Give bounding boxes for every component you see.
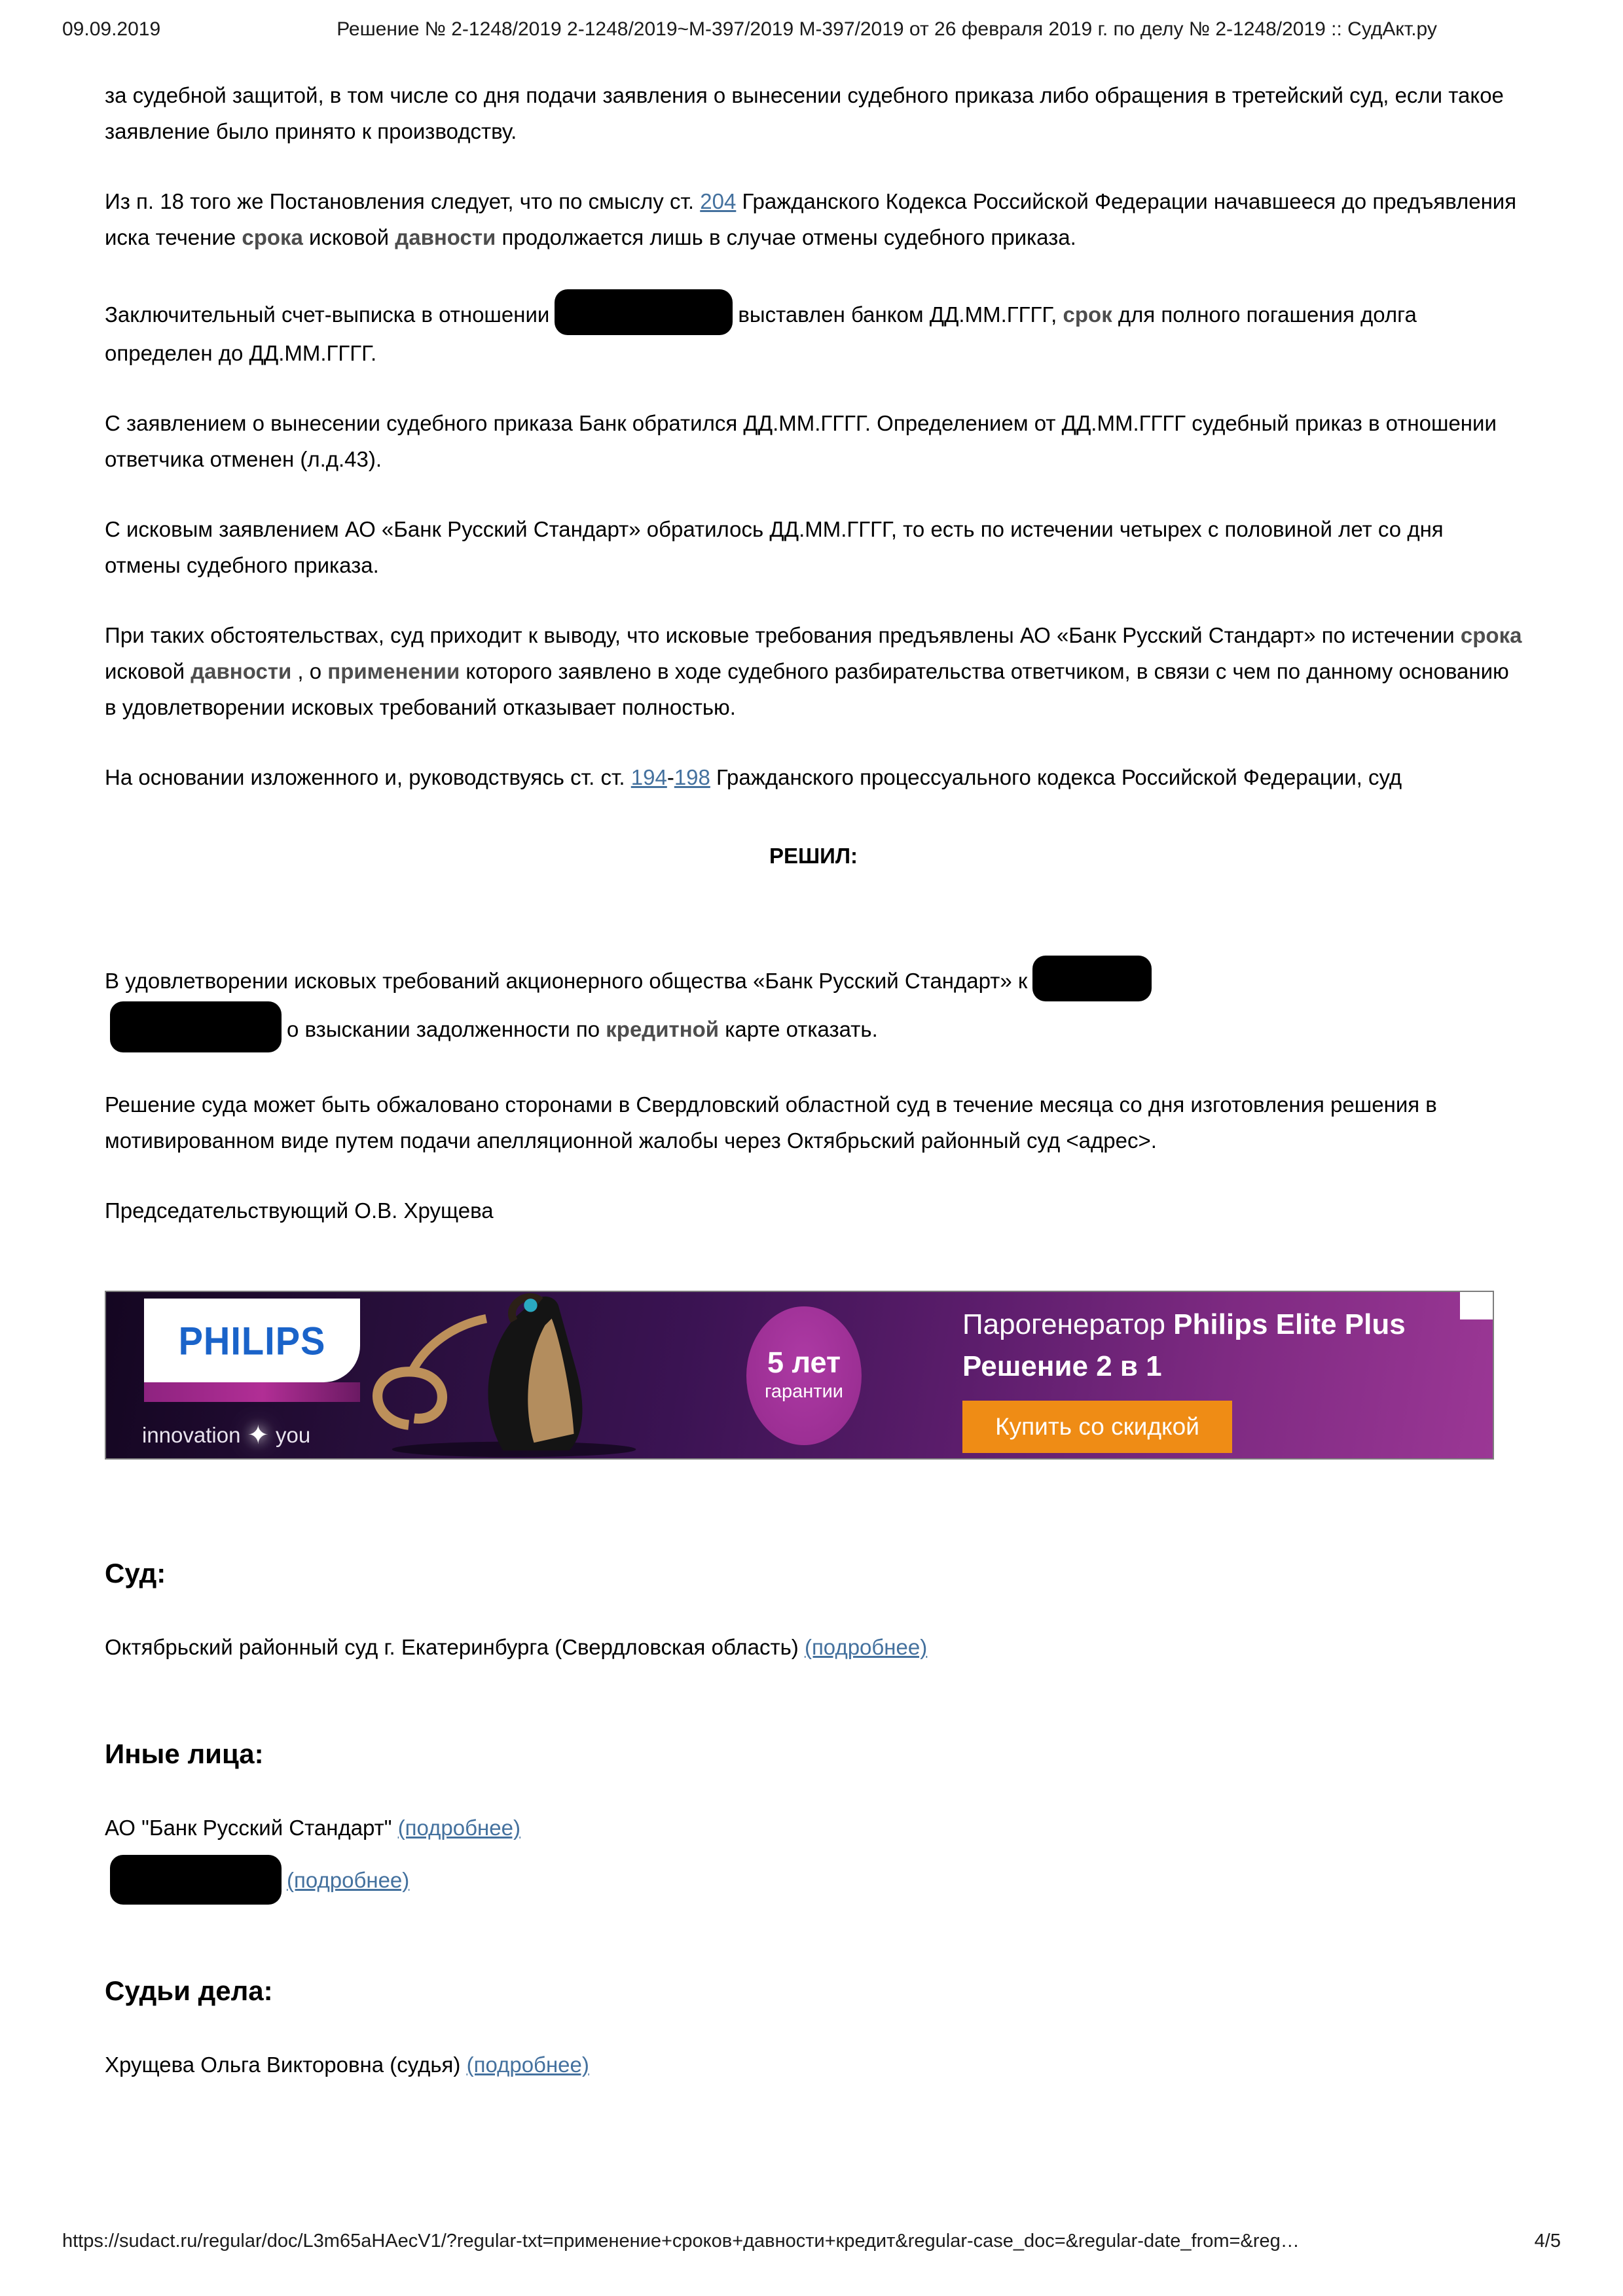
warranty-badge: [746, 1306, 862, 1445]
redacted-text: [555, 289, 733, 335]
ad-text-block: [962, 1306, 1406, 1453]
paragraph: [105, 289, 1522, 371]
text-segment: за судебной защитой, в том числе со дня подачи заявления о вынесении судебного приказа либо обращения в третейский суд, если такое заявление было принято к производству.: [105, 83, 1504, 143]
text-segment: выставлен банком ДД.ММ.ГГГГ,: [738, 302, 1063, 327]
document-title: Решение № 2-1248/2019 2-1248/2019~М-397/2019 М-397/2019 от 26 февраля 2019 г. по делу № 2-1248/2019 :: СудАкт.ру: [337, 18, 1437, 40]
warranty-label: гарантии: [764, 1381, 844, 1402]
paragraph: [105, 759, 1522, 795]
highlighted-term: кредитной: [606, 1017, 720, 1041]
article-link[interactable]: (подробнее): [804, 1635, 928, 1659]
text-segment: С исковым заявлением АО «Банк Русский Стандарт» обратилось ДД.ММ.ГГГГ, то есть по истечении четырех с половиной лет со дня отмены судебного приказа.: [105, 517, 1444, 577]
text-segment: Октябрьский районный суд г. Екатеринбурга (Свердловская область): [105, 1635, 805, 1659]
document-content: [105, 77, 1522, 2092]
redacted-text: [110, 1001, 282, 1052]
text-segment: Из п. 18 того же Постановления следует, что по смыслу ст.: [105, 189, 701, 213]
paragraph: [105, 1193, 1522, 1229]
section-line: [105, 1855, 1522, 1905]
print-header: [62, 18, 1561, 41]
text-segment: , о: [291, 659, 328, 683]
ad-headline-regular: Парогенератор: [962, 1308, 1174, 1340]
highlighted-term: срока: [242, 225, 303, 249]
text-segment: которого заявлено в ходе судебного разбирательства ответчиком, в связи с чем по данному основанию в удовлетворении исковых требований отказывает полностью.: [105, 659, 1509, 719]
philips-logo-strip: [144, 1382, 360, 1402]
text-segment: Гражданского процессуального кодекса Российской Федерации, суд: [710, 765, 1402, 789]
banner-corner-notch: [1460, 1292, 1493, 1319]
article-link[interactable]: (подробнее): [466, 2053, 589, 2077]
section-line: [105, 2045, 1522, 2085]
redacted-text: [110, 1855, 282, 1905]
highlighted-term: давности: [395, 225, 496, 249]
tagline-right: you: [275, 1423, 311, 1447]
ad-subheadline: Решение 2 в 1: [962, 1350, 1162, 1382]
strong-text: РЕШИЛ:: [769, 844, 858, 868]
ad-headline-bold: Philips Elite Plus: [1173, 1308, 1406, 1340]
section-title: Судьи дела:: [105, 1975, 273, 2006]
text-segment: В удовлетворении исковых требований акционерного общества «Банк Русский Стандарт» к: [105, 969, 1028, 993]
print-footer: [62, 2231, 1561, 2252]
article-link[interactable]: 194: [630, 765, 667, 789]
text-segment: Решение суда может быть обжаловано сторонами в Свердловский областной суд в течение месяца со дня изготовления решения в мотивированном виде путем подачи апелляционной жалобы через Октябрьский районный суд <адрес>.: [105, 1092, 1437, 1153]
highlighted-term: применении: [327, 659, 460, 683]
text-segment: -: [666, 765, 674, 789]
text-segment: Гражданского Кодекса Российской Федерации начавшееся до предъявления иска течение: [105, 189, 1517, 249]
document-body: [105, 77, 1522, 1229]
paragraph: [105, 617, 1522, 725]
philips-logo: [144, 1299, 360, 1382]
paragraph: [105, 1086, 1522, 1158]
highlighted-term: срока: [1460, 623, 1522, 647]
article-link[interactable]: 198: [674, 765, 710, 789]
warranty-years: 5 лет: [767, 1346, 841, 1379]
article-link[interactable]: (подробнее): [397, 1816, 520, 1840]
section-line: [105, 1627, 1522, 1668]
print-date: 09.09.2019: [62, 18, 161, 40]
paragraph: [105, 838, 1522, 874]
sparkle-icon: ✦: [247, 1421, 269, 1450]
text-segment: для полного погашения долга определен до ДД.ММ.ГГГГ.: [105, 302, 1417, 365]
section-title: Суд:: [105, 1558, 166, 1588]
text-segment: карте отказать.: [719, 1017, 878, 1041]
section-line: [105, 1808, 1522, 1848]
text-segment: Хрущева Ольга Викторовна (судья): [105, 2053, 467, 2077]
tagline-left: innovation: [142, 1423, 241, 1447]
paragraph: [105, 405, 1522, 477]
article-link[interactable]: (подробнее): [287, 1868, 410, 1892]
text-segment: о взыскании задолженности по: [287, 1017, 606, 1041]
paragraph: [105, 511, 1522, 583]
ad-banner[interactable]: [105, 1291, 1494, 1460]
paragraph: [105, 956, 1522, 1052]
redacted-text: [1032, 956, 1152, 1001]
source-url: https://sudact.ru/regular/doc/L3m65aHAecV1/?regular-txt=применение+сроков+давности+кредит&regular-case_doc=&regular-date_from=&reg…: [62, 2231, 1300, 2251]
text-segment: Заключительный счет-выписка в отношении: [105, 302, 550, 327]
text-segment: исковой: [105, 659, 191, 683]
text-segment: С заявлением о вынесении судебного приказа Банк обратился ДД.ММ.ГГГГ. Определением от ДД.ММ.ГГГГ судебный приказ в отношении ответчика отменен (л.д.43).: [105, 411, 1497, 471]
text-segment: АО "Банк Русский Стандарт": [105, 1816, 398, 1840]
text-segment: Председательствующий О.В. Хрущева: [105, 1198, 494, 1223]
highlighted-term: давности: [191, 659, 292, 683]
philips-tagline: [142, 1420, 310, 1450]
philips-wordmark: PHILIPS: [178, 1318, 326, 1363]
ad-headline: [962, 1306, 1406, 1343]
section-title: Иные лица:: [105, 1738, 264, 1769]
article-link[interactable]: 204: [700, 189, 737, 213]
text-segment: исковой: [302, 225, 395, 249]
text-segment: На основании изложенного и, руководствуясь ст. ст.: [105, 765, 631, 789]
case-meta-sections: [105, 1558, 1522, 2085]
text-segment: При таких обстоятельствах, суд приходит к выводу, что исковые требования предъявлены АО «Банк Русский Стандарт» по истечении: [105, 623, 1461, 647]
text-segment: продолжается лишь в случае отмены судебного приказа.: [496, 225, 1076, 249]
page-indicator: 4/5: [1534, 2231, 1561, 2251]
steam-generator-product-image: [342, 1292, 708, 1458]
buy-with-discount-button[interactable]: Купить со скидкой: [962, 1401, 1232, 1453]
paragraph: [105, 183, 1522, 255]
paragraph: [105, 77, 1522, 149]
highlighted-term: срок: [1063, 302, 1112, 327]
